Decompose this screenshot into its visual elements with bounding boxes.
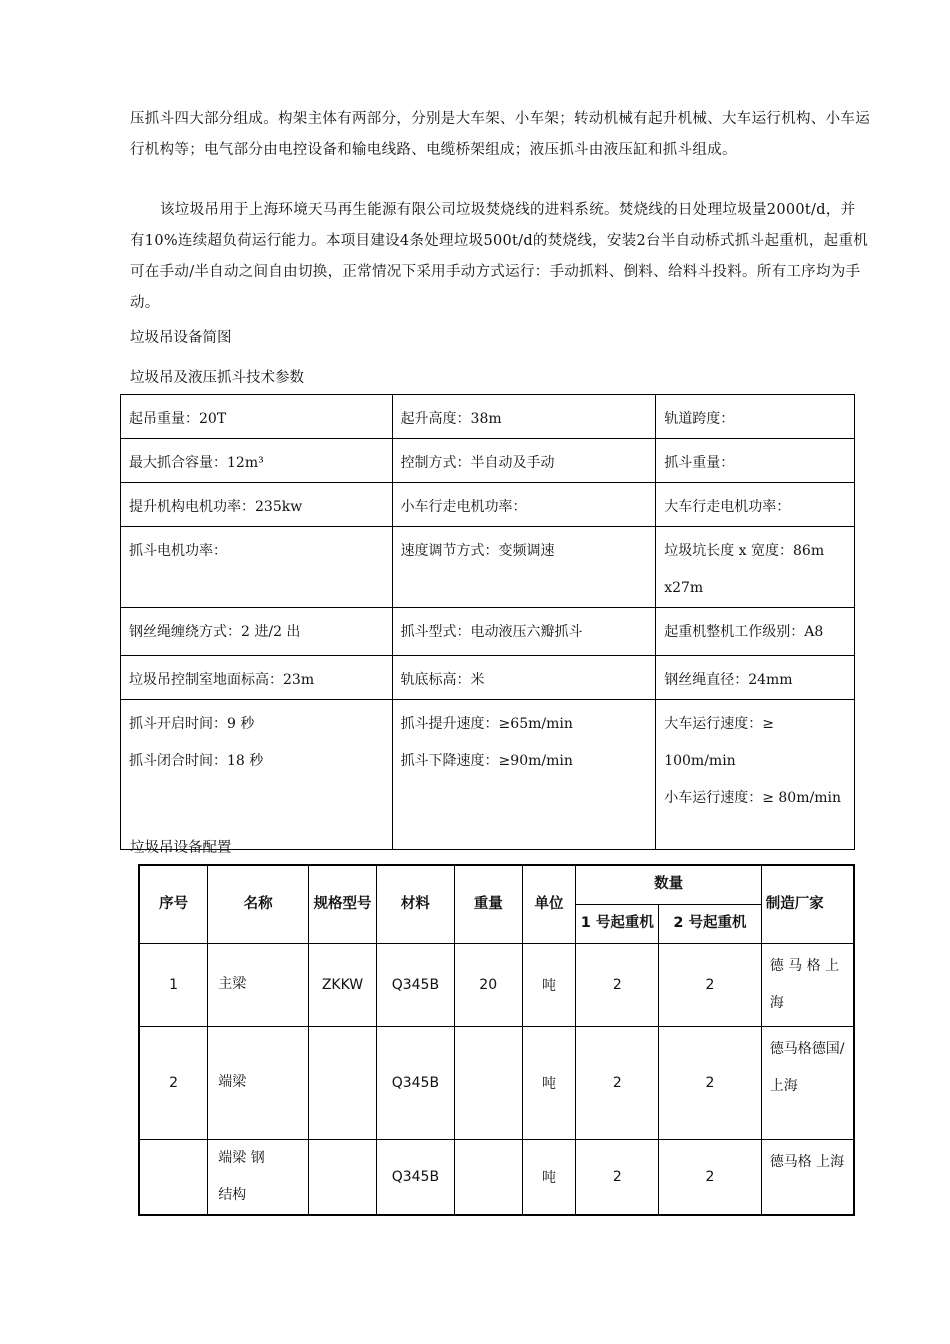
row-name: 端梁 钢结构 xyxy=(208,1139,309,1215)
header-crane-2: 2 号起重机 xyxy=(659,904,762,943)
usage-paragraph: 该垃圾吊用于上海环境天马再生能源有限公司垃圾焚烧线的进料系统。焚烧线的日处理垃圾量2000t/d，并有10%连续超负荷运行能力。本项目建设4条处理垃圾500t/d的焚烧线，安装2台半自动桥式抓斗起重机，起重机可在手动/半自动之间自由切换，正常情况下采用手动方式运行：手动抓料、倒料、给料斗投料。所有工序均为手动。 xyxy=(130,202,869,311)
trolley-speed: 小车运行速度：≥ 80m/min xyxy=(664,790,841,806)
bridge-speed: 大车运行速度：≥ 100m/min xyxy=(664,716,774,769)
param-cell: 抓斗型式：电动液压六瓣抓斗 xyxy=(392,608,656,656)
param-cell: 钢丝绳直径：24mm xyxy=(656,656,855,700)
row-spec: ZKKW xyxy=(309,943,377,1026)
param-cell: 钢丝绳缠绕方式：2 进/2 出 xyxy=(121,608,393,656)
row-qty-2: 2 xyxy=(659,1026,762,1139)
row-material: Q345B xyxy=(376,1139,454,1215)
param-cell: 控制方式：半自动及手动 xyxy=(392,439,656,483)
row-no: 1 xyxy=(139,943,208,1026)
header-unit: 单位 xyxy=(522,865,576,943)
table-row xyxy=(139,1026,854,1139)
diagram-caption: 垃圾吊设备简图 xyxy=(130,330,232,346)
header-crane-1: 1 号起重机 xyxy=(576,904,659,943)
grab-open-time: 抓斗开启时间：9 秒 xyxy=(129,716,255,732)
param-cell: 速度调节方式：变频调速 xyxy=(392,527,656,608)
row-maker: 德马格德国/ 上海 xyxy=(761,1026,854,1139)
row-qty-1: 2 xyxy=(576,943,659,1026)
row-qty-1: 2 xyxy=(576,1139,659,1215)
params-row xyxy=(121,700,855,850)
row-no xyxy=(139,1139,208,1215)
param-cell: 起重机整机工作级别：A8 xyxy=(656,608,855,656)
row-spec xyxy=(309,1139,377,1215)
row-qty-2: 2 xyxy=(659,943,762,1026)
row-weight xyxy=(454,1026,522,1139)
row-material: Q345B xyxy=(376,1026,454,1139)
param-cell: 轨道跨度： xyxy=(656,395,855,439)
params-row xyxy=(121,483,855,527)
param-cell: 起升高度：38m xyxy=(392,395,656,439)
grab-close-time: 抓斗闭合时间：18 秒 xyxy=(129,753,264,769)
params-row xyxy=(121,608,855,656)
param-cell: 抓斗重量： xyxy=(656,439,855,483)
row-spec xyxy=(309,1026,377,1139)
header-row xyxy=(139,865,854,904)
header-no: 序号 xyxy=(139,865,208,943)
param-cell: 垃圾吊控制室地面标高：23m xyxy=(121,656,393,700)
param-cell: 轨底标高：米 xyxy=(392,656,656,700)
param-cell xyxy=(656,700,855,850)
param-cell xyxy=(392,700,656,850)
intro-paragraph: 压抓斗四大部分组成。构架主体有两部分，分别是大车架、小车架；转动机械有起升机械、大车运行机构、小车运行机构等；电气部分由电控设备和输电线路、电缆桥架组成；液压抓斗由液压缸和抓斗组成。 xyxy=(130,111,870,158)
params-row xyxy=(121,527,855,608)
grab-lift-speed: 抓斗提升速度：≥65m/min xyxy=(400,716,573,732)
param-cell: 大车行走电机功率： xyxy=(656,483,855,527)
row-qty-1: 2 xyxy=(576,1026,659,1139)
params-caption: 垃圾吊及液压抓斗技术参数 xyxy=(130,370,304,386)
header-name: 名称 xyxy=(208,865,309,943)
params-row xyxy=(121,395,855,439)
table-row xyxy=(139,943,854,1026)
header-qty: 数量 xyxy=(576,865,761,904)
header-weight: 重量 xyxy=(454,865,522,943)
config-caption: 垃圾吊设备配置 xyxy=(130,840,232,856)
row-weight xyxy=(454,1139,522,1215)
row-unit: 吨 xyxy=(522,943,576,1026)
param-cell: 起吊重量：20T xyxy=(121,395,393,439)
header-material: 材料 xyxy=(376,865,454,943)
row-unit: 吨 xyxy=(522,1026,576,1139)
equipment-config-table xyxy=(138,864,855,1216)
row-unit: 吨 xyxy=(522,1139,576,1215)
row-weight: 20 xyxy=(454,943,522,1026)
table-row xyxy=(139,1139,854,1215)
params-row xyxy=(121,656,855,700)
param-cell xyxy=(121,700,393,850)
params-row xyxy=(121,439,855,483)
row-maker: 德马格 上海 xyxy=(761,1139,854,1215)
row-no: 2 xyxy=(139,1026,208,1139)
param-cell: 抓斗电机功率： xyxy=(121,527,393,608)
header-spec: 规格型号 xyxy=(309,865,377,943)
grab-lower-speed: 抓斗下降速度：≥90m/min xyxy=(400,753,573,769)
param-cell: 提升机构电机功率：235kw xyxy=(121,483,393,527)
param-cell: 小车行走电机功率： xyxy=(392,483,656,527)
row-maker: 德 马 格 上海 xyxy=(761,943,854,1026)
technical-params-table xyxy=(120,394,855,850)
row-qty-2: 2 xyxy=(659,1139,762,1215)
row-material: Q345B xyxy=(376,943,454,1026)
header-maker: 制造厂家 xyxy=(761,865,854,943)
row-name: 主梁 xyxy=(208,943,309,1026)
row-name: 端梁 xyxy=(208,1026,309,1139)
param-cell: 最大抓合容量：12m³ xyxy=(121,439,393,483)
param-cell: 垃圾坑长度 x 宽度：86m x27m xyxy=(656,527,855,608)
